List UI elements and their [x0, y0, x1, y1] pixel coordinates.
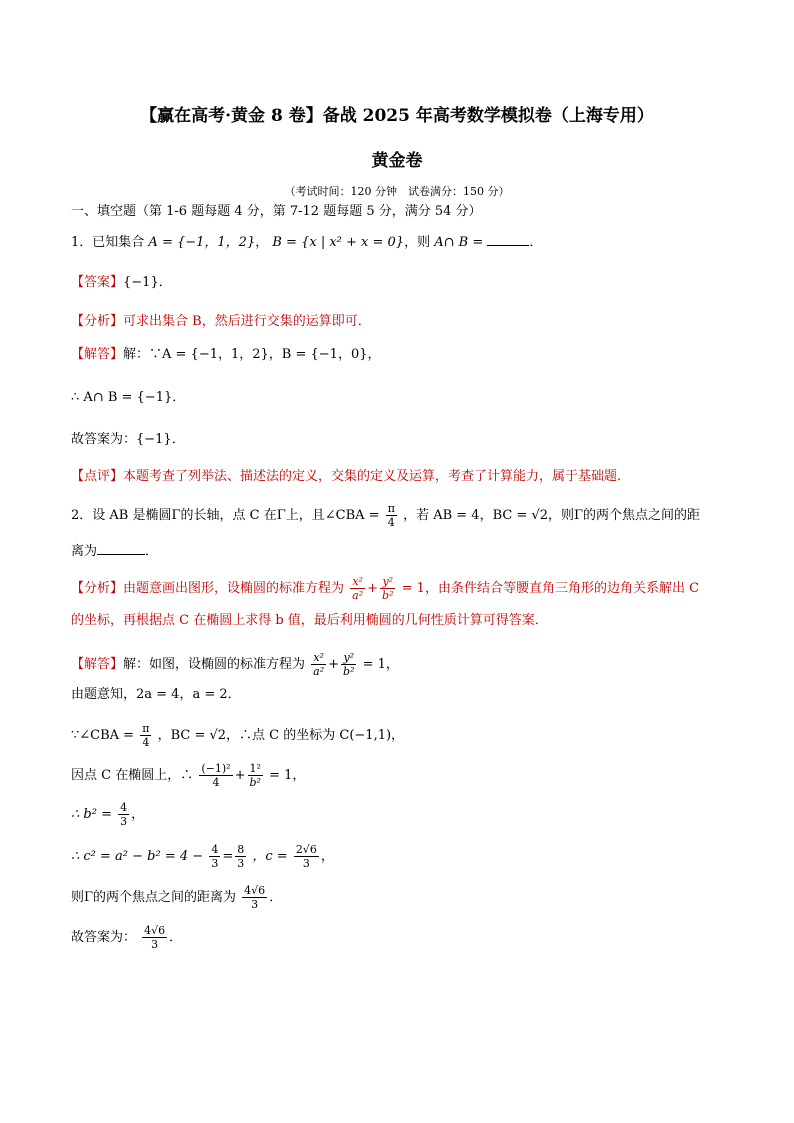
section-heading: 一、填空题（第 1-6 题每题 4 分，第 7-12 题每题 5 分，满分 54 分） [71, 204, 482, 219]
q1-solution: 【解答】解：∵A = {−1，1，2}，B = {−1，0}， [71, 347, 381, 362]
q1-solution-step: ∴ A∩ B = {−1}． [71, 390, 186, 405]
q1-comment: 【点评】本题考查了列举法、描述法的定义，交集的定义及运算，考查了计算能力，属于基础题． [71, 469, 631, 484]
q2-solution-step: ∴ c² = a² − b² = 4 − $\frac{4}{3}$ = $\frac{8}{3}$ ，c = $\frac{2√6}{3}$ ， [71, 843, 334, 870]
page-subtitle: 黄金卷 [371, 151, 423, 171]
question-1: 1．已知集合 A = {−1，1，2}， B = {x | x² + x = 0}，则 A∩ B = ． [71, 235, 543, 250]
q2-solution-step: 则Γ的两个焦点之间的距离为 $\frac{4√6}{3}$ ． [71, 884, 283, 911]
q2-solution: 【解答】解：如图，设椭圆的标准方程为 $\frac{\text{x²}}{\text{a²}}$ + $\frac{\text{y²}}{\text{b²}}$ = 1， [71, 651, 399, 678]
q1-answer: 【答案】{−1}． [71, 275, 172, 290]
q2-solution-step: ∴ b² = $\frac{4}{3}$ ， [71, 801, 145, 828]
q1-final-answer: 故答案为：{−1}． [71, 432, 185, 447]
question-2: 2．设 AB 是椭圆Γ的长轴，点 C 在Γ上，且∠CBA = $\frac{\pi}{4}$ ，若 AB = 4，BC = √2，则Γ的两个焦点之间的距 [71, 502, 701, 529]
question-2-cont: 离为 ． [71, 544, 159, 559]
exam-info: （考试时间：120 分钟 试卷满分：150 分） [284, 185, 510, 198]
q2-analysis: 【分析】由题意画出图形，设椭圆的标准方程为 $\frac{\text{x²}}{\text{a²}}$ + $\frac{\text{y²}}{\text{b²}}$ = 1，由条件结合等腰直角三角形的边角关系解出 C [71, 575, 700, 602]
answer-blank [487, 233, 529, 246]
q2-solution-step: 由题意知，2a = 4，a = 2． [71, 687, 241, 702]
q2-solution-step: ∵∠CBA = $\frac{\pi}{4}$ ，BC = √2，∴点 C 的坐标为 C(−1,1)， [71, 722, 405, 749]
page-title: 【赢在高考·黄金 8 卷】备战 2025 年高考数学模拟卷（上海专用） [140, 106, 654, 126]
q1-analysis: 【分析】可求出集合 B，然后进行交集的运算即可． [71, 314, 371, 329]
q2-solution-step: 因点 C 在椭圆上，∴ $\frac{\text{(−1)²}}{4}$ + $\frac{\text{1²}}{\text{b²}}$ = 1， [71, 762, 306, 789]
q2-final-answer: 故答案为： $\frac{4√6}{3}$ ． [71, 924, 183, 951]
answer-blank [97, 542, 145, 555]
q2-analysis-cont: 的坐标，再根据点 C 在椭圆上求得 b 值，最后利用椭圆的几何性质计算可得答案． [71, 613, 548, 628]
